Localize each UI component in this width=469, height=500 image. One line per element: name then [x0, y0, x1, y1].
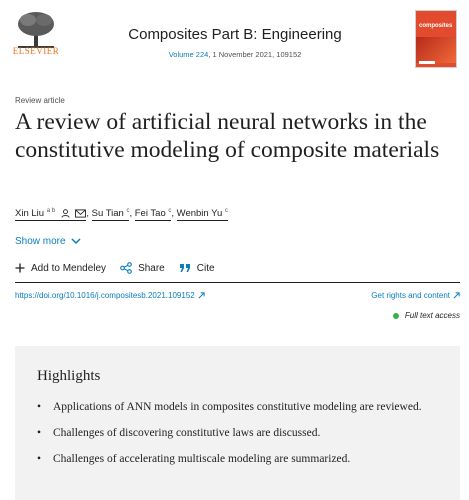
- cite-label: Cite: [196, 262, 215, 274]
- author-list: Xin Liu $^{a b}$ , Su Tian $^c$, Fei Tao $^c$, Wenbin Yu $^c$: [15, 208, 228, 220]
- person-icon: [61, 209, 70, 218]
- share-icon: [120, 262, 132, 274]
- show-more-label: Show more: [15, 236, 66, 247]
- highlight-text: Applications of ANN models in composites constitutive modeling are reviewed.: [53, 401, 422, 413]
- highlights-panel: [15, 346, 460, 500]
- cover-art: [416, 37, 457, 63]
- publisher-wordmark: ELSEVIER: [12, 46, 60, 56]
- highlight-text: Challenges of accelerating multiscale modeling are summarized.: [53, 453, 351, 465]
- plus-icon: [15, 263, 25, 273]
- highlights-heading: Highlights: [37, 368, 101, 384]
- highlights-list: [37, 399, 437, 477]
- rights-link[interactable]: [371, 291, 460, 300]
- highlight-text: Challenges of discovering constitutive laws are discussed.: [53, 427, 321, 439]
- show-more-button[interactable]: [15, 236, 81, 247]
- list-item: [37, 399, 437, 416]
- bullet-icon: •: [37, 427, 42, 439]
- status-dot-icon: [393, 313, 399, 319]
- author-link[interactable]: [92, 208, 130, 221]
- author-name: Fei Tao: [134, 208, 166, 220]
- access-status: [393, 311, 460, 320]
- bullet-icon: •: [37, 453, 42, 465]
- journal-info: [90, 26, 380, 59]
- share-label: Share: [138, 262, 165, 274]
- journal-cover-image[interactable]: [415, 10, 457, 68]
- bullet-icon: •: [37, 401, 42, 413]
- quote-icon: [179, 263, 191, 273]
- email-icon: [75, 209, 86, 218]
- author-link[interactable]: [15, 208, 86, 221]
- cite-button[interactable]: [179, 263, 215, 274]
- mendeley-label: Add to Mendeley: [31, 262, 107, 274]
- list-item: [37, 451, 437, 468]
- author-affiliation: c: [224, 208, 228, 214]
- list-item: [37, 425, 437, 442]
- external-link-icon: [453, 292, 460, 299]
- author-link[interactable]: [177, 208, 228, 221]
- volume-link[interactable]: Volume 224: [168, 50, 209, 59]
- divider: [15, 282, 460, 283]
- issue-meta: , 1 November 2021, 109152: [208, 50, 302, 59]
- journal-title[interactable]: Composites Part B: Engineering: [128, 26, 342, 43]
- doi-text: https://doi.org/10.1016/j.compositesb.2021.109152: [15, 291, 195, 300]
- rights-text: Get rights and content: [371, 291, 450, 300]
- cover-title: composites: [419, 23, 453, 29]
- article-title: A review of artificial neural networks in the constitutive modeling of composite materials: [15, 109, 440, 163]
- chevron-down-icon: [71, 238, 81, 245]
- author-name: Wenbin Yu: [176, 208, 223, 220]
- page-header: [0, 0, 469, 80]
- article-actions: [15, 262, 229, 274]
- journal-meta: [90, 50, 380, 59]
- article-type: Review article: [15, 96, 65, 105]
- author-affiliation: c: [126, 208, 130, 214]
- cover-mark: [419, 61, 435, 64]
- author-link[interactable]: [135, 208, 172, 221]
- external-link-icon: [198, 292, 205, 299]
- author-affiliation: a b: [46, 208, 56, 214]
- access-status-label: Full text access: [404, 311, 460, 320]
- share-button[interactable]: [120, 262, 165, 274]
- elsevier-tree-icon: [14, 10, 58, 50]
- add-to-mendeley-button[interactable]: [15, 263, 106, 274]
- doi-link[interactable]: [15, 291, 205, 300]
- author-name: Xin Liu: [15, 208, 45, 220]
- author-name: Su Tian: [91, 208, 124, 220]
- author-affiliation: c: [168, 208, 172, 214]
